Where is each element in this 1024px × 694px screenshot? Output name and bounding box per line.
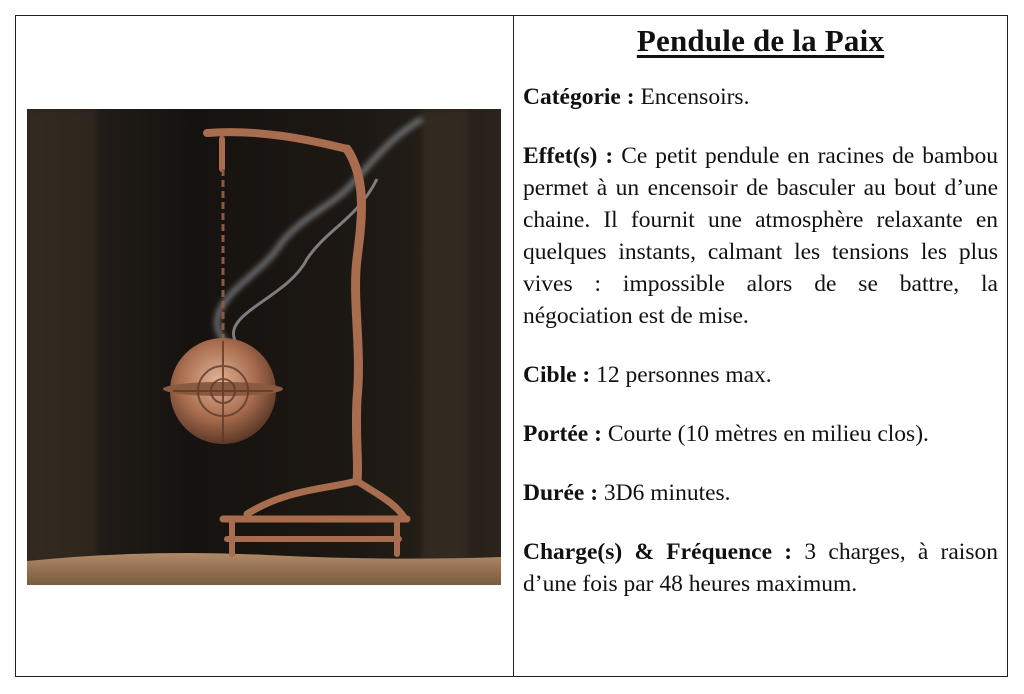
categorie-value: Encensoirs. <box>634 84 750 110</box>
duree-field <box>523 477 998 509</box>
cible-value: 12 personnes max. <box>590 362 772 388</box>
incense-pendulum-photo <box>27 109 501 585</box>
portee-field <box>523 418 998 450</box>
duree-label: Durée : <box>523 480 599 506</box>
categorie-field <box>523 81 998 113</box>
cible-label: Cible : <box>523 362 591 388</box>
description-cell <box>514 16 1007 676</box>
incense-pendulum-illustration <box>27 109 501 585</box>
categorie-label: Catégorie : <box>523 84 635 110</box>
portee-label: Portée : <box>523 421 602 447</box>
charges-label: Charge(s) & Fréquence : <box>523 539 793 565</box>
charges-value: 3 charges, à raison d’une fois par 48 heures maximum. <box>523 539 998 597</box>
charges-field <box>523 536 998 600</box>
effets-label: Effet(s) : <box>523 143 614 169</box>
duree-value: 3D6 minutes. <box>598 480 731 506</box>
portee-value: Courte (10 mètres en milieu clos). <box>601 421 929 447</box>
effets-field <box>523 140 998 332</box>
item-card <box>15 15 1008 677</box>
item-title: Pendule de la Paix <box>636 23 885 58</box>
image-cell <box>16 16 514 676</box>
cible-field <box>523 359 998 391</box>
effets-value: Ce petit pendule en racines de bambou permet à un encensoir de basculer au bout d’une chaine. Il fournit une atmosphère relaxante en quelques instants, calmant les tensions les plus vives : impossible alors de se battre, la négociation est de mise. <box>523 143 998 329</box>
